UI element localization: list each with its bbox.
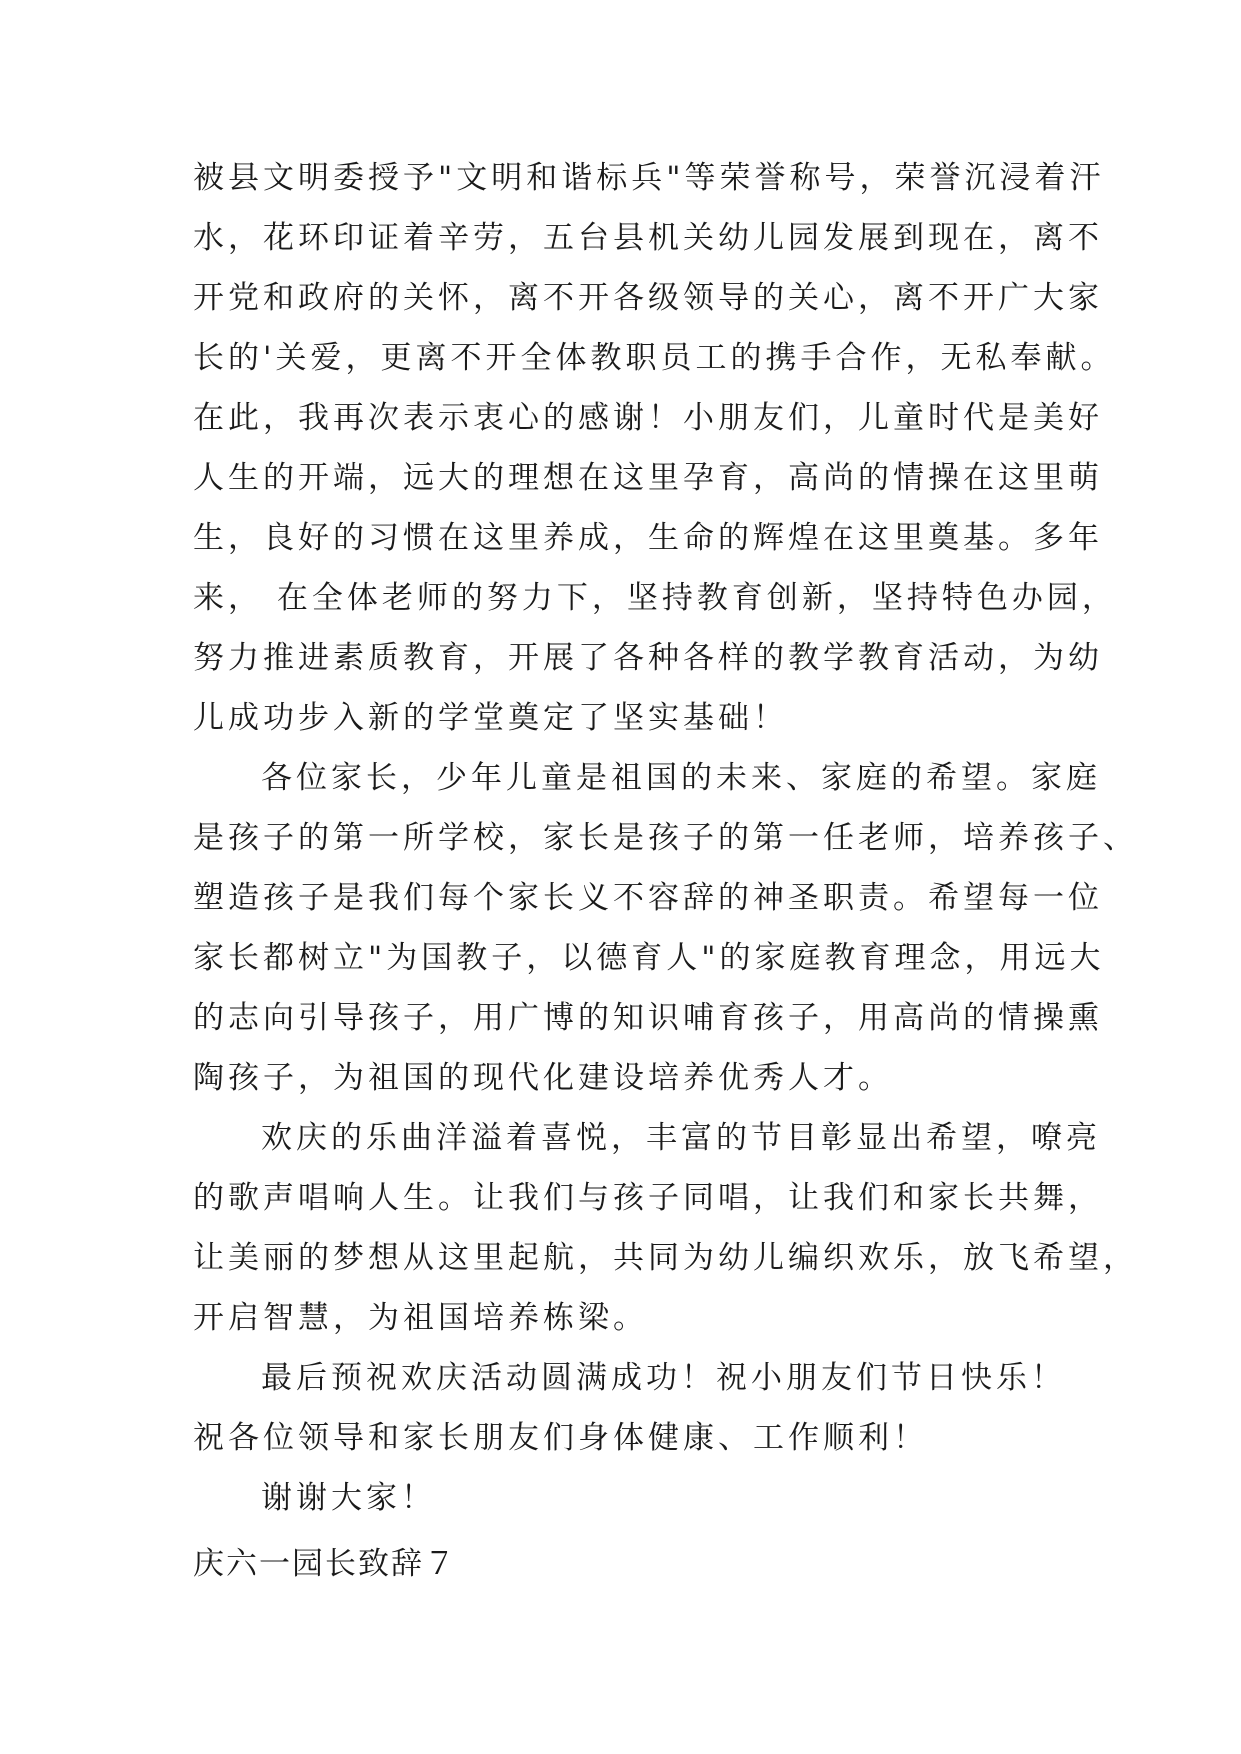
body-line: 家长都树立"为国教子，以德育人"的家庭教育理念，用远大 <box>193 940 1105 976</box>
body-line: 是孩子的第一所学校，家长是孩子的第一任老师，培养孩子、 <box>193 820 1138 856</box>
document-body <box>193 148 1138 1594</box>
body-line: 生，良好的习惯在这里养成，生命的辉煌在这里奠基。多年 <box>193 520 1103 556</box>
paragraph-start-line: 各位家长，少年儿童是祖国的未来、家庭的希望。家庭 <box>261 760 1101 796</box>
body-line: 来， 在全体老师的努力下，坚持教育创新，坚持特色办园， <box>193 580 1117 616</box>
body-line: 水，花环印证着辛劳，五台县机关幼儿园发展到现在，离不 <box>193 220 1103 256</box>
body-line: 陶孩子，为祖国的现代化建设培养优秀人才。 <box>193 1060 893 1096</box>
body-line: 的歌声唱响人生。让我们与孩子同唱，让我们和家长共舞， <box>193 1180 1103 1216</box>
body-line: 开党和政府的关怀，离不开各级领导的关心，离不开广大家 <box>193 280 1103 316</box>
body-line: 被县文明委授予"文明和谐标兵"等荣誉称号，荣誉沉浸着汗 <box>193 160 1105 196</box>
body-line: 让美丽的梦想从这里起航，共同为幼儿编织欢乐，放飞希望， <box>193 1240 1138 1276</box>
body-line: 祝各位领导和家长朋友们身体健康、工作顺利！ <box>193 1420 928 1456</box>
body-line: 努力推进素质教育，开展了各种各样的教学教育活动，为幼 <box>193 640 1103 676</box>
body-line: 塑造孩子是我们每个家长义不容辞的神圣职责。希望每一位 <box>193 880 1103 916</box>
body-line: 儿成功步入新的学堂奠定了坚实基础！ <box>193 700 788 736</box>
closing-line: 谢谢大家！ <box>261 1480 436 1516</box>
paragraph-start-line: 欢庆的乐曲洋溢着喜悦，丰富的节目彰显出希望，嘹亮 <box>261 1120 1101 1156</box>
body-line: 的志向引导孩子，用广博的知识哺育孩子，用高尚的情操熏 <box>193 1000 1103 1036</box>
paragraph-start-line: 最后预祝欢庆活动圆满成功！祝小朋友们节日快乐！ <box>261 1360 1066 1396</box>
body-line: 人生的开端，远大的理想在这里孕育，高尚的情操在这里萌 <box>193 460 1103 496</box>
body-line: 长的'关爱，更离不开全体教职员工的携手合作，无私奉献。 <box>193 340 1116 376</box>
body-line: 在此，我再次表示衷心的感谢！小朋友们，儿童时代是美好 <box>193 400 1103 436</box>
next-section-heading: 庆六一园长致辞７ <box>193 1546 457 1582</box>
body-line: 开启智慧，为祖国培养栋梁。 <box>193 1300 648 1336</box>
